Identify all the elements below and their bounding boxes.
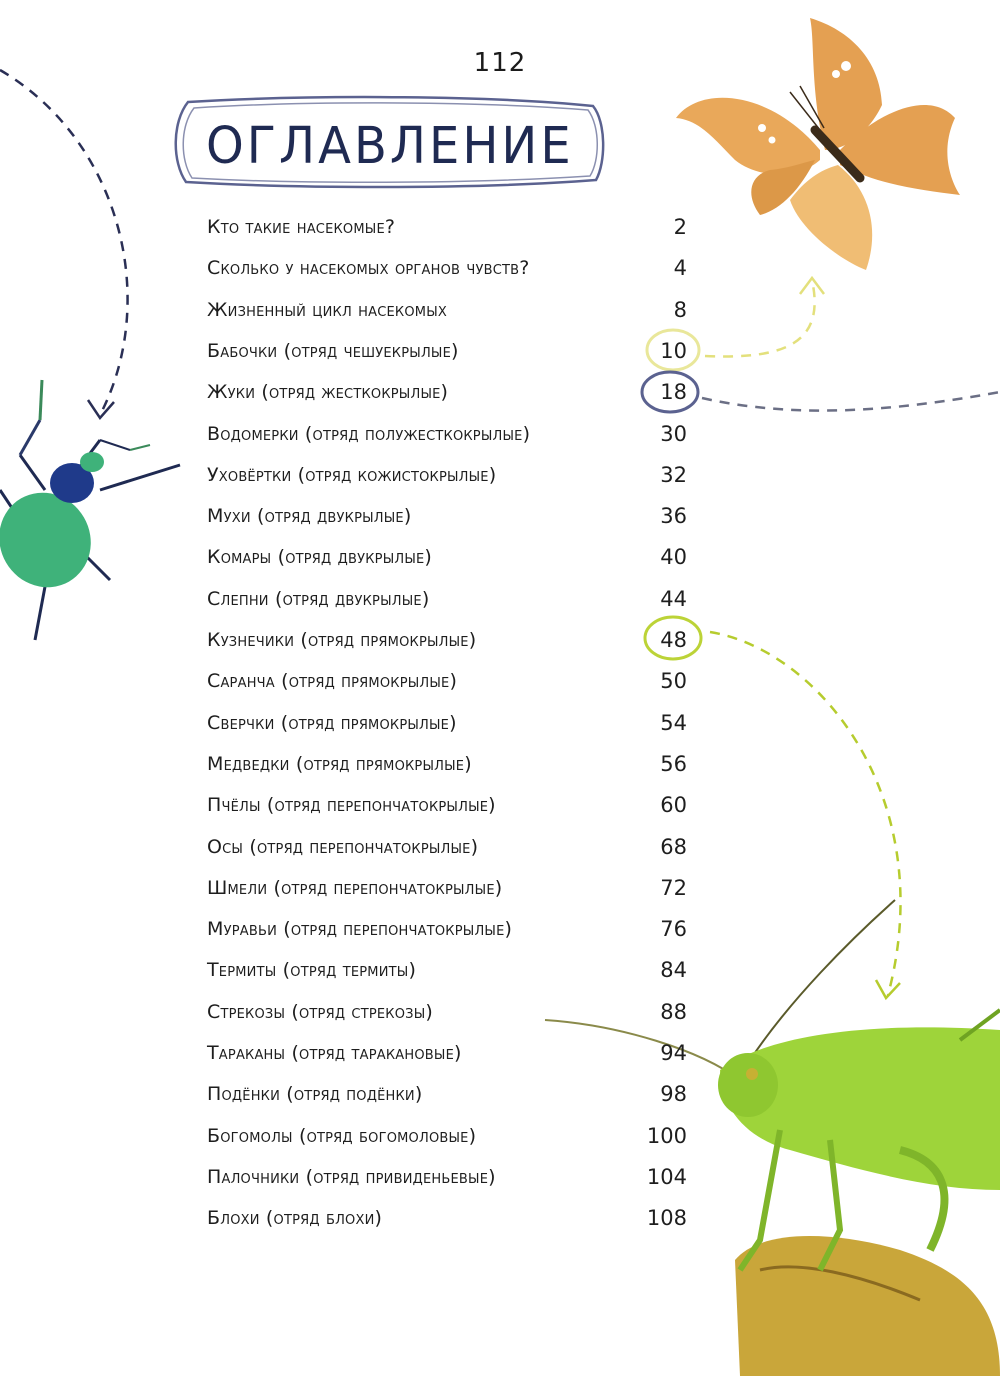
arrow-head-grasshopper xyxy=(876,980,900,998)
toc-entry-page: 48 xyxy=(660,628,687,652)
toc-entry-title: Тараканы (отряд таракановые) xyxy=(207,1042,462,1064)
toc-entry-page: 100 xyxy=(646,1123,687,1148)
toc-entry-title: Термиты (отряд термиты) xyxy=(207,959,417,982)
toc-entry-title: Кузнечики (отряд прямокрылые) xyxy=(207,629,477,651)
toc-entry-title: Комары (отряд двукрылые) xyxy=(207,546,433,569)
toc-entry-title: Сколько у насекомых органов чувств? xyxy=(207,257,530,280)
toc-entry-title: Сверчки (отряд прямокрылые) xyxy=(207,711,457,734)
grasshopper-icon xyxy=(545,900,1000,1376)
toc-entry-title: Подёнки (отряд подёнки) xyxy=(207,1083,423,1106)
toc-entry-title: Медведки (отряд прямокрылые) xyxy=(207,752,472,775)
highlight-circle-10 xyxy=(647,330,699,370)
toc-entry-page: 72 xyxy=(660,875,687,900)
toc-entry-page: 44 xyxy=(660,586,687,611)
toc-entry-title: Мухи (отряд двукрылые) xyxy=(207,505,412,528)
toc-entry-page: 4 xyxy=(673,256,687,281)
toc-entry-title: Богомолы (отряд богомоловые) xyxy=(207,1124,477,1147)
toc-entry-title: Пчёлы (отряд перепончатокрылые) xyxy=(207,794,496,817)
toc-entry-title: Саранча (отряд прямокрылые) xyxy=(207,670,458,693)
toc-entry-page: 76 xyxy=(660,917,687,942)
toc-entry-title: Жизненный цикл насекомых xyxy=(207,298,447,321)
dashed-line-right xyxy=(702,392,1000,411)
toc-entry-title: Водомерки (отряд полужесткокрылые) xyxy=(207,422,531,445)
toc-entry-page: 68 xyxy=(660,834,687,859)
toc-entry-page: 10 xyxy=(660,338,687,363)
toc-entry-title: Бабочки (отряд чешуекрылые) xyxy=(207,339,459,362)
highlight-circle-18 xyxy=(642,372,698,412)
toc-entry-page: 50 xyxy=(660,669,687,694)
toc-entry-title: Уховёртки (отряд кожистокрылые) xyxy=(207,463,497,486)
page-number: 112 xyxy=(473,48,527,78)
toc-entry-page: 84 xyxy=(660,958,687,983)
toc-entry-page: 2 xyxy=(673,215,687,239)
toc-entry-title: Слепни (отряд двукрылые) xyxy=(207,587,430,610)
toc-entry-page: 32 xyxy=(660,462,687,487)
toc-entry-title: Жуки (отряд жесткокрылые) xyxy=(207,381,449,404)
toc-entry-title: Палочники (отряд привиденьевые) xyxy=(207,1165,496,1188)
toc-entry-title: Шмели (отряд перепончатокрылые) xyxy=(207,876,503,899)
toc-entry-title: Кто такие насекомые? xyxy=(207,216,396,238)
toc-entry-title: Блохи (отряд блохи) xyxy=(207,1207,383,1230)
toc-entry-title: Муравьи (отряд перепончатокрылые) xyxy=(207,918,513,941)
dashed-arrow-beetle xyxy=(0,70,128,415)
highlight-circle-48 xyxy=(645,617,701,659)
toc-entry-page: 40 xyxy=(660,545,687,570)
toc-entry-page: 98 xyxy=(660,1082,687,1107)
butterfly-icon xyxy=(676,18,960,270)
toc-entry-page: 104 xyxy=(646,1164,687,1189)
dashed-arrow-butterfly xyxy=(705,280,815,356)
toc-entry-page: 60 xyxy=(660,793,687,818)
toc-entry-title: Осы (отряд перепончатокрылые) xyxy=(207,835,479,858)
toc-entry-page: 18 xyxy=(660,380,687,405)
toc-entry-page: 8 xyxy=(673,297,687,322)
arrow-head-butterfly xyxy=(800,278,824,294)
toc-entry-page: 30 xyxy=(660,421,687,446)
dashed-arrow-grasshopper xyxy=(710,632,901,995)
toc-entry-page: 54 xyxy=(660,710,687,735)
toc-entry-page: 108 xyxy=(646,1206,687,1231)
toc-entry-page: 94 xyxy=(660,1041,687,1065)
toc-entry-page: 56 xyxy=(660,751,687,776)
page-title: ОГЛАВЛЕНИЕ xyxy=(206,116,574,176)
arrow-head-beetle xyxy=(88,400,114,418)
toc-entry-page: 88 xyxy=(660,999,687,1024)
toc-entry-title: Стрекозы (отряд стрекозы) xyxy=(207,1000,433,1023)
weevil-beetle-icon xyxy=(0,380,180,640)
toc-entry-page: 36 xyxy=(660,504,687,529)
